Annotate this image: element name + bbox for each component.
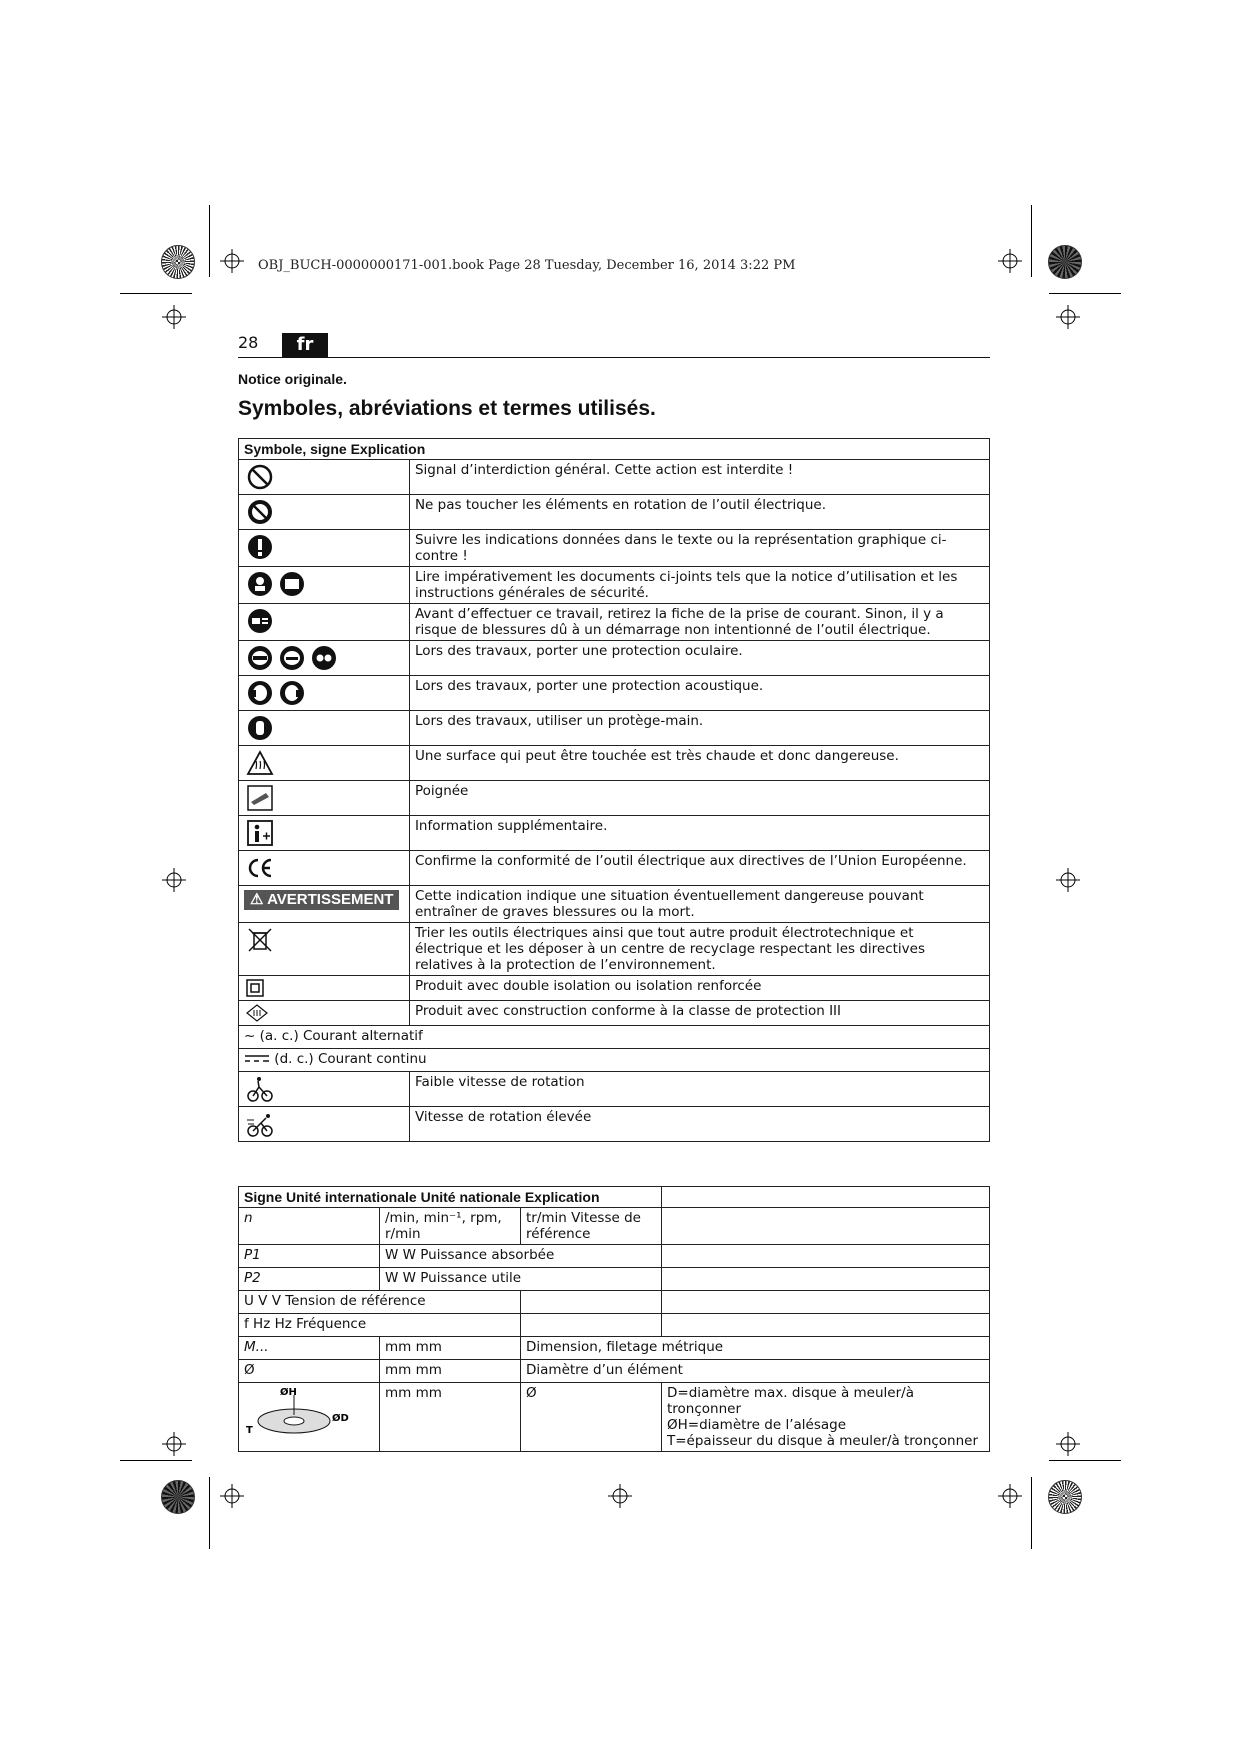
table-row	[239, 1107, 990, 1142]
symbol-explanation: Une surface qui peut être touchée est très chaude et donc dangereuse.	[409, 746, 989, 781]
disc-explanation-line: ØH=diamètre de l’alésage	[667, 1417, 847, 1433]
svg-text:ØD: ØD	[332, 1413, 349, 1424]
language-badge: fr	[282, 333, 328, 357]
table-row	[239, 676, 990, 711]
symbol-explanation: Trier les outils électriques ainsi que tout autre produit électrotechnique et électrique et les déposer à un centre de recyclage respectant les directives relatives à la protection de l’environnement.	[409, 923, 989, 976]
table-row	[239, 567, 990, 604]
symbol-explanation: Information supplémentaire.	[409, 816, 989, 851]
crosshair-icon	[608, 1484, 632, 1508]
table-row: M... mm mm Dimension, filetage métrique	[239, 1337, 990, 1360]
crosshair-icon	[162, 305, 186, 329]
hand-protection-icon	[246, 714, 274, 742]
table-row: n /min, min⁻¹, rpm, r/min tr/min Vitesse de référence	[239, 1208, 990, 1245]
eye-protection-icon	[310, 644, 338, 672]
read-manual-icon	[278, 570, 306, 598]
read-manual-icon	[246, 570, 274, 598]
weee-bin-icon	[246, 926, 274, 954]
symbol-explanation: Signal d’interdiction général. Cette action est interdite !	[409, 460, 989, 495]
ear-protection-icon	[278, 679, 306, 707]
table-row: ØH ØD T mm mm Ø D=diamètre max. disque à meuler/à tronçonner ØH=diamètre de l’alésage T=épaisseur du disque à meuler/à tronçonner	[239, 1383, 990, 1452]
symbol-explanation: Cette indication indique une situation éventuellement dangereuse pouvant entraîner de graves blessures ou la mort.	[409, 886, 989, 923]
fast-bike-icon	[246, 1110, 274, 1138]
symbol-explanation: Poignée	[409, 781, 989, 816]
table-row	[239, 604, 990, 641]
double-insulation-icon	[246, 979, 264, 997]
crosshair-icon	[1056, 868, 1080, 892]
table-row: f Hz Hz Fréquence	[239, 1314, 990, 1337]
units-table	[238, 1186, 990, 1452]
symbol-explanation: Lors des travaux, utiliser un protège-main.	[409, 711, 989, 746]
table-row	[239, 711, 990, 746]
hot-surface-icon	[246, 749, 274, 777]
table-row: P2 W W Puissance utile	[239, 1268, 990, 1291]
table-row: U V V Tension de référence	[239, 1291, 990, 1314]
header-rule	[238, 357, 990, 358]
symbol-explanation: Ne pas toucher les éléments en rotation de l’outil électrique.	[409, 495, 989, 530]
ce-mark-icon	[246, 854, 274, 882]
table-row	[239, 1001, 990, 1026]
ear-protection-icon	[246, 679, 274, 707]
crosshair-icon	[1056, 305, 1080, 329]
crosshair-icon	[1056, 1432, 1080, 1456]
unplug-icon	[246, 607, 274, 635]
symbols-table-header: Symbole, signe Explication	[239, 439, 990, 460]
notice-label: Notice originale.	[238, 371, 347, 387]
handle-icon	[246, 784, 274, 812]
crosshair-icon	[162, 868, 186, 892]
table-row	[239, 495, 990, 530]
crosshair-icon	[220, 1484, 244, 1508]
table-row: P1 W W Puissance absorbée	[239, 1245, 990, 1268]
grinding-disc-diagram-icon	[244, 1385, 354, 1437]
table-row	[239, 460, 990, 495]
crosshair-icon	[162, 1432, 186, 1456]
symbol-explanation: Faible vitesse de rotation	[409, 1072, 989, 1107]
table-row	[239, 781, 990, 816]
table-row	[239, 1072, 990, 1107]
slow-bike-icon	[246, 1075, 274, 1103]
prohibition-icon	[246, 463, 274, 491]
symbol-explanation: Lors des travaux, porter une protection acoustique.	[409, 676, 989, 711]
units-table-header: Signe Unité internationale Unité nationale Explication	[239, 1187, 662, 1208]
book-info-line: OBJ_BUCH-0000000171-001.book Page 28 Tuesday, December 16, 2014 3:22 PM	[258, 258, 796, 273]
table-row	[239, 886, 990, 923]
page-title: Symboles, abréviations et termes utilisés.	[238, 397, 656, 420]
info-icon	[246, 819, 274, 847]
symbol-explanation: Lire impérativement les documents ci-joints tels que la notice d’utilisation et les instructions générales de sécurité.	[409, 567, 989, 604]
dc-symbol-icon	[244, 1054, 270, 1064]
table-row	[239, 746, 990, 781]
page-number: 28	[238, 333, 259, 352]
table-row	[239, 1049, 990, 1072]
symbol-explanation: Avant d’effectuer ce travail, retirez la fiche de la prise de courant. Sinon, il y a risque de blessures dû à un démarrage non intentionné de l’outil électrique.	[409, 604, 989, 641]
registration-rosette-icon	[161, 245, 195, 279]
table-row	[239, 641, 990, 676]
table-row	[239, 530, 990, 567]
table-row: Ø mm mm Diamètre d’un élément	[239, 1360, 990, 1383]
table-row	[239, 923, 990, 976]
warning-label: ⚠ AVERTISSEMENT	[244, 890, 399, 910]
disc-explanation-line: T=épaisseur du disque à meuler/à tronçonner	[667, 1433, 979, 1449]
registration-rosette-icon	[1048, 245, 1082, 279]
crosshair-icon	[998, 1484, 1022, 1508]
svg-text:T: T	[246, 1425, 253, 1436]
disc-explanation-line: D=diamètre max. disque à meuler/à tronçonner	[667, 1385, 914, 1417]
eye-protection-icon	[278, 644, 306, 672]
class-iii-icon	[246, 1004, 268, 1022]
symbol-explanation: Confirme la conformité de l’outil électrique aux directives de l’Union Européenne.	[409, 851, 989, 886]
registration-rosette-icon	[1048, 1480, 1082, 1514]
symbol-explanation: Vitesse de rotation élevée	[409, 1107, 989, 1142]
table-row	[239, 1026, 990, 1049]
eye-protection-icon	[246, 644, 274, 672]
symbol-explanation: Suivre les indications données dans le texte ou la représentation graphique ci-contre !	[409, 530, 989, 567]
mandatory-action-icon	[246, 533, 274, 561]
symbol-explanation: Produit avec double isolation ou isolation renforcée	[409, 976, 989, 1001]
crosshair-icon	[220, 249, 244, 273]
svg-text:ØH: ØH	[280, 1387, 297, 1398]
table-row	[239, 976, 990, 1001]
symbols-table	[238, 438, 990, 1142]
symbol-explanation: Lors des travaux, porter une protection oculaire.	[409, 641, 989, 676]
table-row	[239, 851, 990, 886]
symbol-explanation: Produit avec construction conforme à la classe de protection III	[409, 1001, 989, 1026]
dc-row: (d. c.) Courant continu	[274, 1051, 427, 1067]
ac-row: ~ (a. c.) Courant alternatif	[239, 1026, 990, 1049]
table-row	[239, 816, 990, 851]
no-touch-rotating-icon	[246, 498, 274, 526]
crosshair-icon	[998, 249, 1022, 273]
registration-rosette-icon	[161, 1480, 195, 1514]
